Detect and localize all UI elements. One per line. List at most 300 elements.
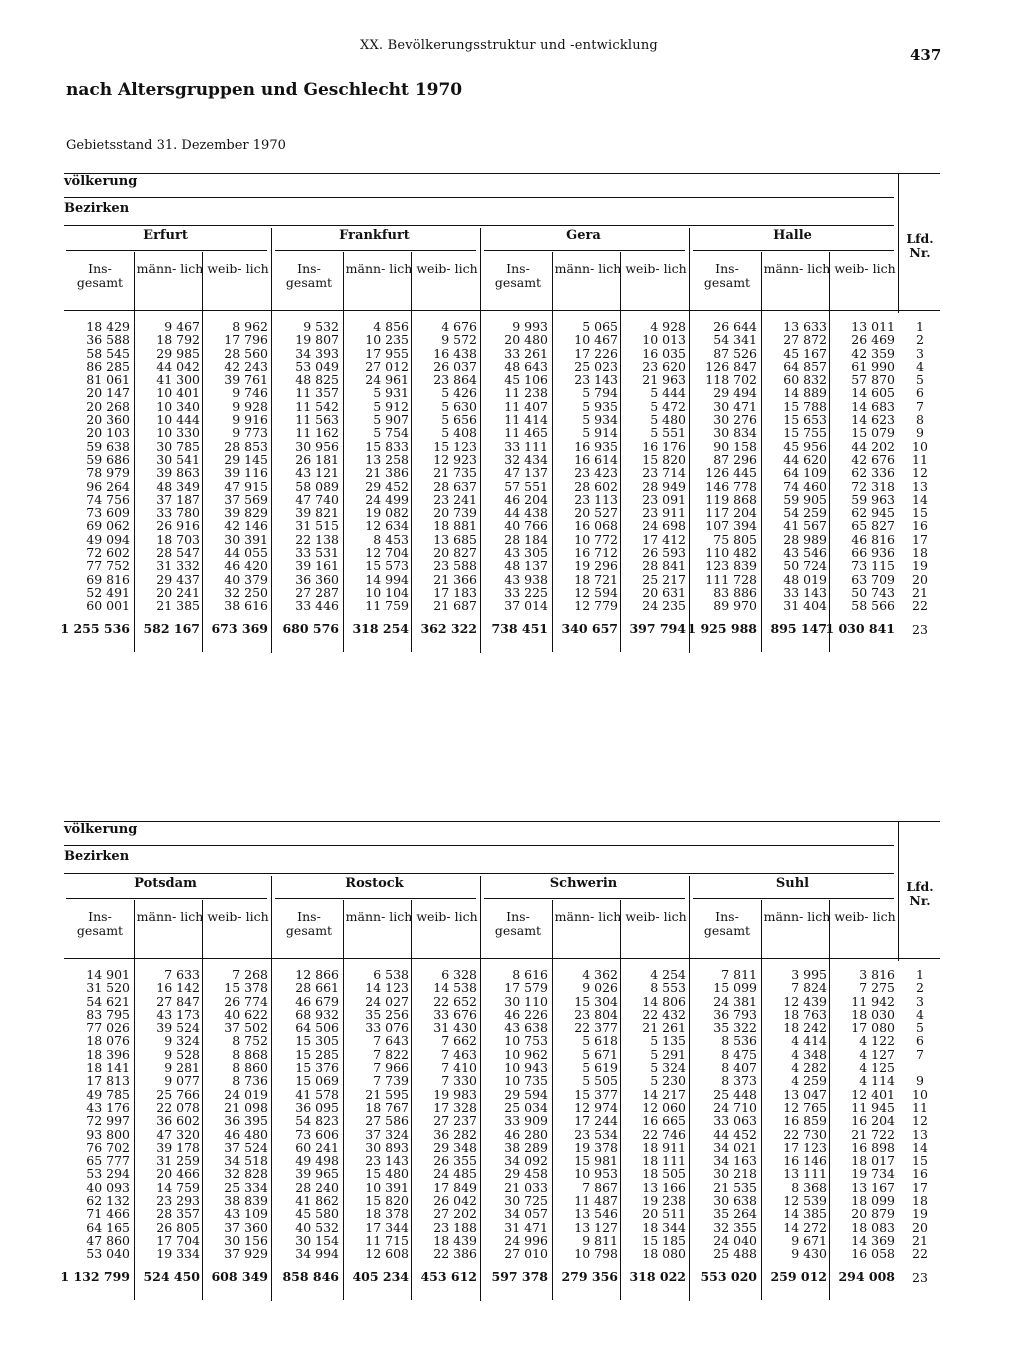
data-cell: 41 567 xyxy=(783,518,827,534)
total-cell-maennlich: 279 356 xyxy=(561,1268,618,1284)
data-cell: 17 226 xyxy=(574,345,618,361)
data-cell: 29 594 xyxy=(504,1086,548,1102)
data-cell: 30 156 xyxy=(224,1232,268,1248)
data-cell: 14 806 xyxy=(642,993,686,1009)
rule-col-separator xyxy=(552,252,553,652)
data-cell: 12 401 xyxy=(851,1086,895,1102)
col-header-insgesamt: Ins- gesamt xyxy=(76,261,124,290)
data-cell: 4 676 xyxy=(441,319,477,334)
data-cell: 17 796 xyxy=(224,332,268,348)
data-cell: 9 993 xyxy=(512,319,548,334)
data-cell: 25 448 xyxy=(713,1086,757,1102)
data-cell: 48 825 xyxy=(295,372,339,388)
data-cell: 10 943 xyxy=(504,1060,548,1076)
lfd-cell: 7 xyxy=(916,398,924,414)
region-rule xyxy=(66,250,267,251)
data-cell: 44 202 xyxy=(851,438,895,454)
data-cell: 123 839 xyxy=(705,558,757,574)
data-cell: 23 241 xyxy=(433,491,477,507)
data-cell: 18 703 xyxy=(156,531,200,547)
districts-label: Bezirken xyxy=(64,201,130,216)
data-cell: 14 901 xyxy=(86,967,130,982)
data-cell: 74 460 xyxy=(783,478,827,494)
data-cell: 8 868 xyxy=(232,1046,268,1062)
data-cell: 14 217 xyxy=(642,1086,686,1102)
total-cell-maennlich: 895 147 xyxy=(770,620,827,636)
rule-top xyxy=(64,821,940,822)
data-cell: 63 709 xyxy=(851,571,895,587)
data-cell: 28 637 xyxy=(433,478,477,494)
data-cell: 10 798 xyxy=(574,1246,618,1262)
data-cell: 12 439 xyxy=(783,993,827,1009)
rule-col-separator xyxy=(134,252,135,652)
data-cell: 21 386 xyxy=(365,465,409,481)
data-cell: 52 491 xyxy=(86,584,130,600)
lfd-total: 23 xyxy=(912,621,928,637)
data-cell: 11 407 xyxy=(504,398,548,414)
data-cell: 38 839 xyxy=(224,1193,268,1209)
data-cell: 18 792 xyxy=(156,332,200,348)
total-cell-insgesamt: 553 020 xyxy=(700,1268,757,1284)
data-cell: 17 849 xyxy=(433,1179,477,1195)
data-cell: 42 146 xyxy=(224,518,268,534)
data-cell: 4 348 xyxy=(791,1046,827,1062)
data-cell: 64 109 xyxy=(783,465,827,481)
data-cell: 11 414 xyxy=(504,412,548,428)
data-cell: 30 834 xyxy=(713,425,757,441)
data-cell: 75 805 xyxy=(713,531,757,547)
data-column-insgesamt xyxy=(66,320,130,613)
data-cell: 20 103 xyxy=(86,425,130,441)
data-cell: 25 766 xyxy=(156,1086,200,1102)
data-cell: 18 439 xyxy=(433,1232,477,1248)
data-cell: 20 631 xyxy=(642,584,686,600)
data-cell: 90 158 xyxy=(713,438,757,454)
rule-lfd-separator xyxy=(898,821,899,961)
data-cell: 16 712 xyxy=(574,545,618,561)
data-cell: 4 928 xyxy=(650,319,686,334)
lfd-cell: 7 xyxy=(916,1046,924,1062)
region-rule xyxy=(693,250,894,251)
data-cell: 7 268 xyxy=(232,967,268,982)
data-cell: 54 621 xyxy=(86,993,130,1009)
lfd-cell: 21 xyxy=(912,584,928,600)
data-cell: 9 916 xyxy=(232,412,268,428)
data-cell: 30 391 xyxy=(224,531,268,547)
data-column-insgesamt xyxy=(693,320,757,613)
data-cell: 18 141 xyxy=(86,1060,130,1076)
lfd-cell: 20 xyxy=(912,571,928,587)
lfd-cell: 17 xyxy=(912,531,928,547)
data-cell: 5 934 xyxy=(582,412,618,428)
data-cell: 48 137 xyxy=(504,558,548,574)
data-cell: 59 905 xyxy=(783,491,827,507)
data-cell: 74 756 xyxy=(86,491,130,507)
data-cell: 16 438 xyxy=(433,345,477,361)
data-cell: 36 395 xyxy=(224,1113,268,1129)
total-cell-insgesamt: 1 132 799 xyxy=(60,1268,130,1284)
page-number: 437 xyxy=(910,46,942,64)
data-cell: 65 827 xyxy=(851,518,895,534)
data-cell: 22 730 xyxy=(783,1126,827,1142)
data-cell: 71 466 xyxy=(86,1206,130,1222)
data-cell: 9 324 xyxy=(164,1033,200,1049)
data-cell: 28 989 xyxy=(783,531,827,547)
data-cell: 44 042 xyxy=(156,358,200,374)
data-cell: 22 377 xyxy=(574,1020,618,1036)
data-cell: 9 467 xyxy=(164,319,200,334)
data-cell: 43 638 xyxy=(504,1020,548,1036)
data-cell: 23 143 xyxy=(365,1153,409,1169)
data-cell: 28 602 xyxy=(574,478,618,494)
data-cell: 24 040 xyxy=(713,1232,757,1248)
rule-col-separator xyxy=(411,900,412,1300)
data-cell: 18 083 xyxy=(851,1219,895,1235)
data-cell: 21 595 xyxy=(365,1086,409,1102)
rule-header-bottom xyxy=(64,310,940,311)
data-cell: 77 752 xyxy=(86,558,130,574)
data-cell: 14 605 xyxy=(851,385,895,401)
data-cell: 13 258 xyxy=(365,451,409,467)
data-cell: 30 471 xyxy=(713,398,757,414)
data-cell: 7 966 xyxy=(373,1060,409,1076)
data-cell: 41 862 xyxy=(295,1193,339,1209)
data-cell: 34 057 xyxy=(504,1206,548,1222)
data-cell: 32 828 xyxy=(224,1166,268,1182)
data-cell: 20 827 xyxy=(433,545,477,561)
data-cell: 7 811 xyxy=(721,967,757,982)
total-cell-weiblich: 453 612 xyxy=(420,1268,477,1284)
data-cell: 30 785 xyxy=(156,438,200,454)
data-cell: 31 259 xyxy=(156,1153,200,1169)
lfd-cell: 5 xyxy=(916,1020,924,1036)
data-cell: 24 235 xyxy=(642,598,686,614)
data-cell: 24 485 xyxy=(433,1166,477,1182)
lfd-total: 23 xyxy=(912,1269,928,1285)
data-cell: 43 121 xyxy=(295,465,339,481)
data-cell: 10 772 xyxy=(574,531,618,547)
table-bottom xyxy=(60,818,940,1318)
data-cell: 17 080 xyxy=(851,1020,895,1036)
col-header-insgesamt: Ins- gesamt xyxy=(285,909,333,938)
data-cell: 4 125 xyxy=(859,1060,895,1076)
data-cell: 46 816 xyxy=(851,531,895,547)
col-header-weiblich: weib- lich xyxy=(207,261,269,276)
data-cell: 37 324 xyxy=(365,1126,409,1142)
data-cell: 73 606 xyxy=(295,1126,339,1142)
data-cell: 16 935 xyxy=(574,438,618,454)
data-cell: 126 445 xyxy=(705,465,757,481)
data-cell: 43 938 xyxy=(504,571,548,587)
data-cell: 17 412 xyxy=(642,531,686,547)
data-cell: 126 847 xyxy=(705,358,757,374)
data-cell: 11 542 xyxy=(295,398,339,414)
table-top xyxy=(60,170,940,660)
data-cell: 13 011 xyxy=(851,319,895,334)
region-name-potsdam: Potsdam xyxy=(134,876,197,891)
data-cell: 43 173 xyxy=(156,1006,200,1022)
data-cell: 7 633 xyxy=(164,967,200,982)
data-cell: 5 754 xyxy=(373,425,409,441)
lfd-cell: 3 xyxy=(916,993,924,1009)
rule-col-separator xyxy=(829,900,830,1300)
data-cell: 32 434 xyxy=(504,451,548,467)
data-cell: 6 328 xyxy=(441,967,477,982)
rule-group-separator xyxy=(271,876,272,1301)
data-column-insgesamt xyxy=(484,968,548,1261)
data-cell: 22 078 xyxy=(156,1099,200,1115)
data-cell: 28 184 xyxy=(504,531,548,547)
data-cell: 15 820 xyxy=(642,451,686,467)
data-cell: 53 294 xyxy=(86,1166,130,1182)
data-cell: 34 021 xyxy=(713,1139,757,1155)
data-cell: 21 261 xyxy=(642,1020,686,1036)
data-cell: 12 539 xyxy=(783,1193,827,1209)
data-cell: 18 099 xyxy=(851,1193,895,1209)
data-cell: 5 324 xyxy=(650,1060,686,1076)
data-cell: 13 127 xyxy=(574,1219,618,1235)
data-cell: 27 847 xyxy=(156,993,200,1009)
data-cell: 17 955 xyxy=(365,345,409,361)
data-cell: 29 348 xyxy=(433,1139,477,1155)
data-cell: 33 261 xyxy=(504,345,548,361)
data-cell: 81 061 xyxy=(86,372,130,388)
data-cell: 72 997 xyxy=(86,1113,130,1129)
section-label: völkerung xyxy=(64,822,138,837)
data-cell: 5 619 xyxy=(582,1060,618,1076)
data-cell: 29 452 xyxy=(365,478,409,494)
region-name-suhl: Suhl xyxy=(775,876,810,891)
data-cell: 45 580 xyxy=(295,1206,339,1222)
data-cell: 24 698 xyxy=(642,518,686,534)
data-cell: 15 376 xyxy=(295,1060,339,1076)
data-cell: 19 334 xyxy=(156,1246,200,1262)
data-cell: 30 638 xyxy=(713,1193,757,1209)
data-cell: 11 487 xyxy=(574,1193,618,1209)
lfd-cell: 2 xyxy=(916,980,924,996)
data-column-weiblich xyxy=(831,320,895,613)
data-cell: 17 579 xyxy=(504,980,548,996)
rule-col-separator xyxy=(829,252,830,652)
data-cell: 22 432 xyxy=(642,1006,686,1022)
data-cell: 43 546 xyxy=(783,545,827,561)
col-header-maennlich: männ- lich xyxy=(554,261,622,276)
data-cell: 33 225 xyxy=(504,584,548,600)
total-cell-weiblich: 318 022 xyxy=(629,1268,686,1284)
data-cell: 13 111 xyxy=(783,1166,827,1182)
lfd-cell: 18 xyxy=(912,1193,928,1209)
data-cell: 19 734 xyxy=(851,1166,895,1182)
data-cell: 7 275 xyxy=(859,980,895,996)
col-header-weiblich: weib- lich xyxy=(625,261,687,276)
data-cell: 25 488 xyxy=(713,1246,757,1262)
data-cell: 118 702 xyxy=(705,372,757,388)
data-cell: 50 743 xyxy=(851,584,895,600)
data-cell: 40 766 xyxy=(504,518,548,534)
lfd-cell: 10 xyxy=(912,438,928,454)
data-cell: 18 080 xyxy=(642,1246,686,1262)
data-cell: 27 237 xyxy=(433,1113,477,1129)
data-cell: 10 962 xyxy=(504,1046,548,1062)
data-cell: 19 082 xyxy=(365,505,409,521)
data-cell: 12 866 xyxy=(295,967,339,982)
data-cell: 29 494 xyxy=(713,385,757,401)
data-cell: 7 739 xyxy=(373,1073,409,1089)
data-cell: 18 505 xyxy=(642,1166,686,1182)
data-cell: 36 282 xyxy=(433,1126,477,1142)
data-cell: 83 886 xyxy=(713,584,757,600)
data-cell: 59 686 xyxy=(86,451,130,467)
data-cell: 60 832 xyxy=(783,372,827,388)
data-column-insgesamt xyxy=(275,320,339,613)
lfd-cell: 15 xyxy=(912,1153,928,1169)
data-cell: 18 881 xyxy=(433,518,477,534)
region-name-erfurt: Erfurt xyxy=(143,228,188,243)
data-column-weiblich xyxy=(831,968,895,1261)
data-cell: 14 683 xyxy=(851,398,895,414)
total-cell-maennlich: 259 012 xyxy=(770,1268,827,1284)
lfd-cell: 14 xyxy=(912,1139,928,1155)
total-cell-insgesamt: 738 451 xyxy=(491,620,548,636)
data-cell: 28 240 xyxy=(295,1179,339,1195)
data-cell: 32 355 xyxy=(713,1219,757,1235)
lfd-header: Lfd. Nr. xyxy=(906,231,934,260)
data-cell: 7 662 xyxy=(441,1033,477,1049)
districts-label: Bezirken xyxy=(64,849,130,864)
data-cell: 4 114 xyxy=(859,1073,895,1089)
data-cell: 46 480 xyxy=(224,1126,268,1142)
data-cell: 5 480 xyxy=(650,412,686,428)
data-cell: 27 586 xyxy=(365,1113,409,1129)
data-column-weiblich xyxy=(413,320,477,613)
data-cell: 18 242 xyxy=(783,1020,827,1036)
data-cell: 54 823 xyxy=(295,1113,339,1129)
data-cell: 43 109 xyxy=(224,1206,268,1222)
data-cell: 34 092 xyxy=(504,1153,548,1169)
data-cell: 23 534 xyxy=(574,1126,618,1142)
data-cell: 16 142 xyxy=(156,980,200,996)
data-cell: 25 023 xyxy=(574,358,618,374)
total-cell-weiblich: 397 794 xyxy=(629,620,686,636)
data-cell: 58 545 xyxy=(86,345,130,361)
data-cell: 29 458 xyxy=(504,1166,548,1182)
data-cell: 14 759 xyxy=(156,1179,200,1195)
data-column-weiblich xyxy=(204,320,268,613)
data-column-maennlich xyxy=(136,968,200,1261)
data-cell: 26 916 xyxy=(156,518,200,534)
lfd-cell: 13 xyxy=(912,478,928,494)
data-column-maennlich xyxy=(345,320,409,613)
data-cell: 13 167 xyxy=(851,1179,895,1195)
data-cell: 8 407 xyxy=(721,1060,757,1076)
data-cell: 16 665 xyxy=(642,1113,686,1129)
data-cell: 76 702 xyxy=(86,1139,130,1155)
data-cell: 30 276 xyxy=(713,412,757,428)
data-cell: 13 166 xyxy=(642,1179,686,1195)
data-cell: 31 404 xyxy=(783,598,827,614)
data-cell: 10 235 xyxy=(365,332,409,348)
data-cell: 30 110 xyxy=(504,993,548,1009)
col-header-maennlich: männ- lich xyxy=(136,261,204,276)
data-cell: 45 956 xyxy=(783,438,827,454)
data-cell: 42 676 xyxy=(851,451,895,467)
data-cell: 27 012 xyxy=(365,358,409,374)
data-cell: 64 165 xyxy=(86,1219,130,1235)
data-cell: 111 728 xyxy=(705,571,757,587)
col-header-weiblich: weib- lich xyxy=(834,909,896,924)
data-cell: 37 014 xyxy=(504,598,548,614)
data-cell: 21 385 xyxy=(156,598,200,614)
lfd-cell: 4 xyxy=(916,1006,924,1022)
data-cell: 87 526 xyxy=(713,345,757,361)
data-column-maennlich xyxy=(554,968,618,1261)
rule-districts xyxy=(64,225,894,226)
data-cell: 49 785 xyxy=(86,1086,130,1102)
data-cell: 29 985 xyxy=(156,345,200,361)
data-cell: 39 161 xyxy=(295,558,339,574)
data-cell: 15 480 xyxy=(365,1166,409,1182)
data-cell: 31 430 xyxy=(433,1020,477,1036)
data-cell: 26 355 xyxy=(433,1153,477,1169)
data-cell: 45 106 xyxy=(504,372,548,388)
data-cell: 20 480 xyxy=(504,332,548,348)
data-cell: 22 746 xyxy=(642,1126,686,1142)
data-cell: 46 280 xyxy=(504,1126,548,1142)
data-cell: 37 360 xyxy=(224,1219,268,1235)
lfd-cell: 11 xyxy=(912,451,928,467)
data-cell: 28 547 xyxy=(156,545,200,561)
data-column-weiblich xyxy=(204,968,268,1261)
data-cell: 44 055 xyxy=(224,545,268,561)
data-cell: 5 065 xyxy=(582,319,618,334)
lfd-cell: 21 xyxy=(912,1232,928,1248)
total-cell-maennlich: 340 657 xyxy=(561,620,618,636)
region-name-halle: Halle xyxy=(773,228,812,243)
total-cell-maennlich: 524 450 xyxy=(143,1268,200,1284)
region-rule xyxy=(275,898,476,899)
lfd-cell: 15 xyxy=(912,505,928,521)
data-cell: 48 019 xyxy=(783,571,827,587)
data-cell: 8 860 xyxy=(232,1060,268,1076)
data-cell: 23 423 xyxy=(574,465,618,481)
data-cell: 26 593 xyxy=(642,545,686,561)
data-cell: 47 915 xyxy=(224,478,268,494)
data-cell: 4 362 xyxy=(582,967,618,982)
rule-group-separator xyxy=(480,228,481,653)
data-cell: 5 914 xyxy=(582,425,618,441)
data-cell: 6 538 xyxy=(373,967,409,982)
data-cell: 20 466 xyxy=(156,1166,200,1182)
data-cell: 13 633 xyxy=(783,319,827,334)
data-cell: 10 330 xyxy=(156,425,200,441)
col-header-maennlich: männ- lich xyxy=(136,909,204,924)
data-cell: 8 752 xyxy=(232,1033,268,1049)
col-header-weiblich: weib- lich xyxy=(207,909,269,924)
data-cell: 3 995 xyxy=(791,967,827,982)
data-cell: 36 793 xyxy=(713,1006,757,1022)
data-cell: 12 634 xyxy=(365,518,409,534)
data-cell: 12 779 xyxy=(574,598,618,614)
data-cell: 35 256 xyxy=(365,1006,409,1022)
data-cell: 7 463 xyxy=(441,1046,477,1062)
data-cell: 59 638 xyxy=(86,438,130,454)
data-cell: 53 040 xyxy=(86,1246,130,1262)
data-cell: 23 714 xyxy=(642,465,686,481)
data-cell: 37 187 xyxy=(156,491,200,507)
total-cell-maennlich: 405 234 xyxy=(352,1268,409,1284)
data-cell: 58 566 xyxy=(851,598,895,614)
data-cell: 41 300 xyxy=(156,372,200,388)
